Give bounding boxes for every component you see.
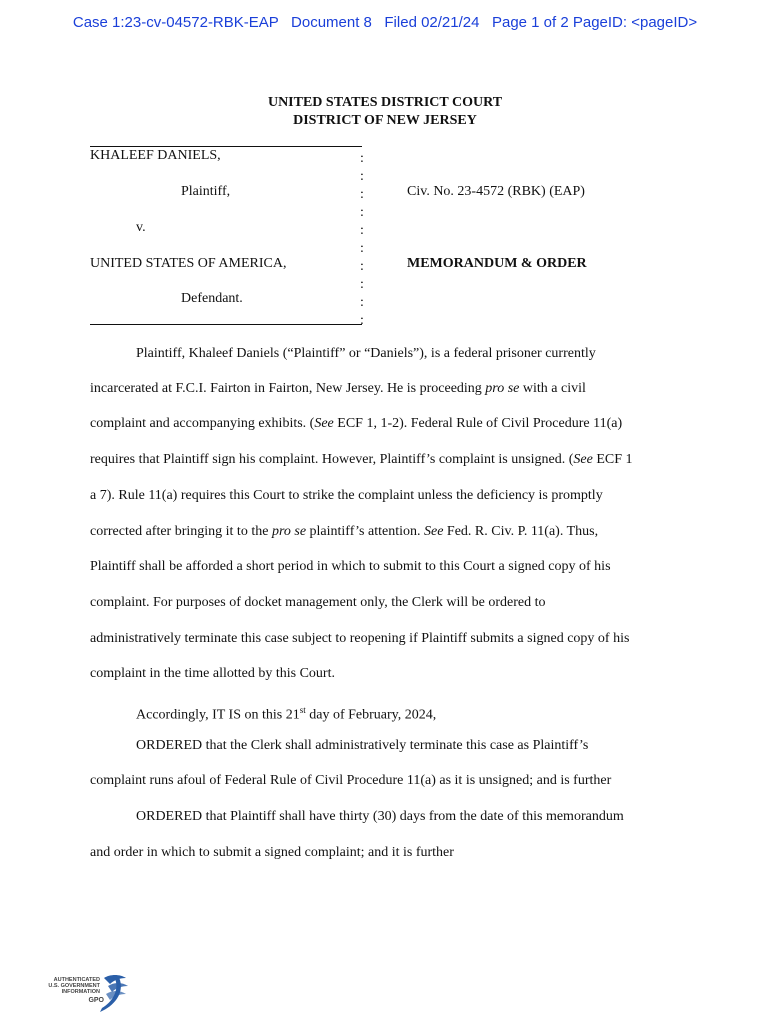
defendant-role: Defendant. bbox=[181, 291, 243, 306]
body-line: Accordingly, IT IS on this 21st day of February, 2024, bbox=[136, 705, 437, 723]
body-line: and order in which to submit a signed complaint; and it is further bbox=[90, 845, 454, 860]
body-line: complaint in the time allotted by this Court. bbox=[90, 666, 335, 681]
gpo-authentication-text: AUTHENTICATED U.S. GOVERNMENT INFORMATION bbox=[48, 977, 100, 995]
body-line: administratively terminate this case subject to reopening if Plaintiff submits a signed copy of his bbox=[90, 631, 630, 646]
body-line: complaint runs afoul of Federal Rule of Civil Procedure 11(a) as it is unsigned; and is further bbox=[90, 773, 612, 788]
document-title: MEMORANDUM & ORDER bbox=[407, 256, 587, 271]
caption-bottom-rule bbox=[90, 324, 362, 325]
versus: v. bbox=[136, 220, 146, 235]
body-line: Plaintiff shall be afforded a short period in which to submit to this Court a signed copy of his bbox=[90, 559, 611, 574]
defendant-name: UNITED STATES OF AMERICA, bbox=[90, 256, 287, 271]
body-line: complaint. For purposes of docket management only, the Clerk will be ordered to bbox=[90, 595, 546, 610]
plaintiff-role: Plaintiff, bbox=[181, 184, 231, 199]
body-line: ORDERED that the Clerk shall administratively terminate this case as Plaintiff’s bbox=[136, 738, 589, 753]
court-district: DISTRICT OF NEW JERSEY bbox=[293, 113, 477, 128]
gpo-mark: GPO bbox=[88, 997, 104, 1004]
body-line: Plaintiff, Khaleef Daniels (“Plaintiff” or “Daniels”), is a federal prisoner currently bbox=[136, 346, 596, 361]
plaintiff-name: KHALEEF DANIELS, bbox=[90, 148, 221, 163]
body-line: requires that Plaintiff sign his complaint. However, Plaintiff’s complaint is unsigned. (See ECF 1 bbox=[90, 452, 633, 467]
civil-number: Civ. No. 23-4572 (RBK) (EAP) bbox=[407, 184, 585, 199]
body-line: corrected after bringing it to the pro se plaintiff’s attention. See Fed. R. Civ. P. 11(a). Thus, bbox=[90, 524, 599, 539]
ecf-header-stamp: Case 1:23-cv-04572-RBK-EAP Document 8 Filed 02/21/24 Page 1 of 2 PageID: <pageID> bbox=[72, 14, 698, 31]
court-name: UNITED STATES DISTRICT COURT bbox=[267, 95, 503, 110]
caption-colon-column: : : : : : : : : : : bbox=[360, 151, 364, 328]
body-line: a 7). Rule 11(a) requires this Court to strike the complaint unless the deficiency is promptly bbox=[90, 488, 603, 503]
court-heading bbox=[0, 94, 770, 130]
body-line: complaint and accompanying exhibits. (See ECF 1, 1-2). Federal Rule of Civil Procedure 11(a) bbox=[90, 416, 623, 431]
body-line: ORDERED that Plaintiff shall have thirty (30) days from the date of this memorandum bbox=[136, 809, 624, 824]
body-line: incarcerated at F.C.I. Fairton in Fairton, New Jersey. He is proceeding pro se with a civil bbox=[90, 381, 586, 396]
